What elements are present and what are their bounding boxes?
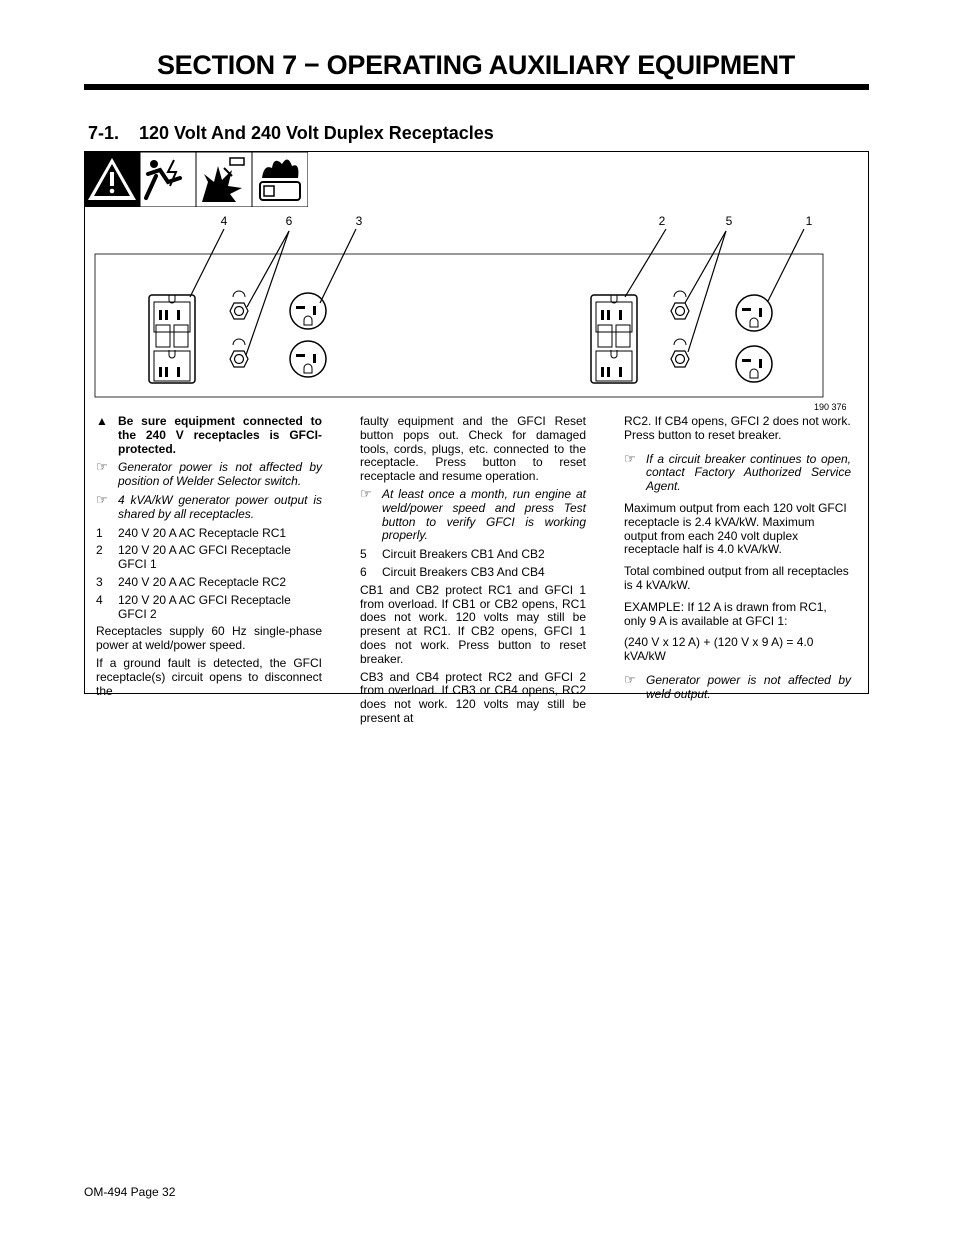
callout-5: 5 xyxy=(725,214,733,228)
warning-triangle-icon: ▲ xyxy=(96,414,108,428)
paragraph: Receptacles supply 60 Hz single-phase power at weld/power speed. xyxy=(96,624,322,653)
explosion-icon xyxy=(196,152,252,207)
figure-number: 190 376 xyxy=(814,402,847,412)
circuit-breakers-cb3-cb4 xyxy=(230,291,248,367)
fire-hazard-icon xyxy=(252,152,308,207)
paragraph: Total combined output from all receptacles is 4 kVA/kW. xyxy=(624,564,849,592)
paragraph: If a ground fault is detected, the GFCI receptacle(s) circuit opens to disconnect the xyxy=(96,655,322,698)
pointing-hand-icon: ☞ xyxy=(624,671,636,687)
callout-leaders xyxy=(190,229,804,355)
warning-note: ▲ Be sure equipment connected to the 240 V receptacles is GFCI-protected. xyxy=(96,414,322,456)
formula: (240 V x 12 A) + (120 V x 9 A) = 4.0 kVA/kW xyxy=(624,635,814,664)
control-panel-outline xyxy=(95,254,823,397)
electric-shock-icon xyxy=(140,152,196,207)
list-item: 5 Circuit Breakers CB1 And CB2 xyxy=(360,547,545,562)
callout-4: 4 xyxy=(220,214,228,228)
note: ☞ At least once a month, run engine at weld/power speed and press Test button to verify GFCI is working properly. xyxy=(360,485,586,543)
paragraph: EXAMPLE: If 12 A is drawn from RC1, only 9 A is available at GFCI 1: xyxy=(624,599,827,628)
callout-2: 2 xyxy=(658,214,666,228)
paragraph: CB3 and CB4 protect RC2 and GFCI 2 from overload. If CB3 or CB4 opens, RC2 does not work. 120 volts may still be present at xyxy=(360,669,586,725)
text-column-2 xyxy=(360,415,586,730)
section-title: SECTION 7 − OPERATING AUXILIARY EQUIPMENT xyxy=(156,50,796,80)
note: ☞ 4 kVA/kW generator power output is shared by all receptacles. xyxy=(96,491,322,521)
duplex-receptacle-rc2 xyxy=(290,293,326,377)
text-column-3 xyxy=(624,415,851,707)
paragraph: faulty equipment and the GFCI Reset button pops out. Check for damaged tools, cords, plugs, etc. connected to the receptacle. Press button to reset receptacle and resume operation. xyxy=(360,414,586,484)
paragraph: Maximum output from each 120 volt GFCI receptacle is 2.4 kVA/kW. Maximum output from each 240 volt duplex receptacle half is 4.0 kVA/kW. xyxy=(624,500,847,557)
list-item: 3 240 V 20 A AC Receptacle RC2 xyxy=(96,574,287,589)
receptacle-panel-diagram xyxy=(84,207,868,412)
pointing-hand-icon: ☞ xyxy=(360,485,372,501)
warning-triangle-icon xyxy=(84,152,140,207)
list-item: 6 Circuit Breakers CB3 And CB4 xyxy=(360,564,545,579)
page-footer: OM-494 Page 32 xyxy=(84,1185,176,1199)
subsection-number: 7-1. xyxy=(88,123,120,143)
list-item: 1 240 V 20 A AC Receptacle RC1 xyxy=(96,525,287,540)
text-column-1 xyxy=(96,415,322,702)
gfci-receptacle-gfci1 xyxy=(591,295,637,383)
pointing-hand-icon: ☞ xyxy=(96,491,108,507)
pointing-hand-icon: ☞ xyxy=(96,459,108,475)
callout-6: 6 xyxy=(285,214,293,228)
paragraph: CB1 and CB2 protect RC1 and GFCI 1 from overload. If CB1 or CB2 opens, RC1 does not work. 120 volts may still be present at RC1. If CB2 opens, GFCI 1 does not work. Press button to reset breaker. xyxy=(360,582,586,666)
subsection-heading xyxy=(88,123,494,144)
pointing-hand-icon: ☞ xyxy=(624,450,636,466)
callout-1: 1 xyxy=(805,214,813,228)
circuit-breakers-cb1-cb2 xyxy=(671,291,689,367)
gfci-receptacle-gfci2 xyxy=(149,295,195,383)
callout-3: 3 xyxy=(355,214,363,228)
note: ☞ If a circuit breaker continues to open, contact Factory Authorized Service Agent. xyxy=(624,450,851,494)
title-rule xyxy=(84,84,869,90)
duplex-receptacle-rc1 xyxy=(736,295,772,382)
subsection-title: 120 Volt And 240 Volt Duplex Receptacles xyxy=(139,123,494,143)
list-item: 4 120 V 20 A AC GFCI Receptacle GFCI 2 xyxy=(96,592,291,621)
list-item: 2 120 V 20 A AC GFCI Receptacle GFCI 1 xyxy=(96,543,291,572)
note: ☞ Generator power is not affected by weld output. xyxy=(624,671,851,701)
hazard-icons xyxy=(84,152,308,207)
paragraph: RC2. If CB4 opens, GFCI 2 does not work. Press button to reset breaker. xyxy=(624,414,851,442)
note: ☞ Generator power is not affected by position of Welder Selector switch. xyxy=(96,459,322,489)
